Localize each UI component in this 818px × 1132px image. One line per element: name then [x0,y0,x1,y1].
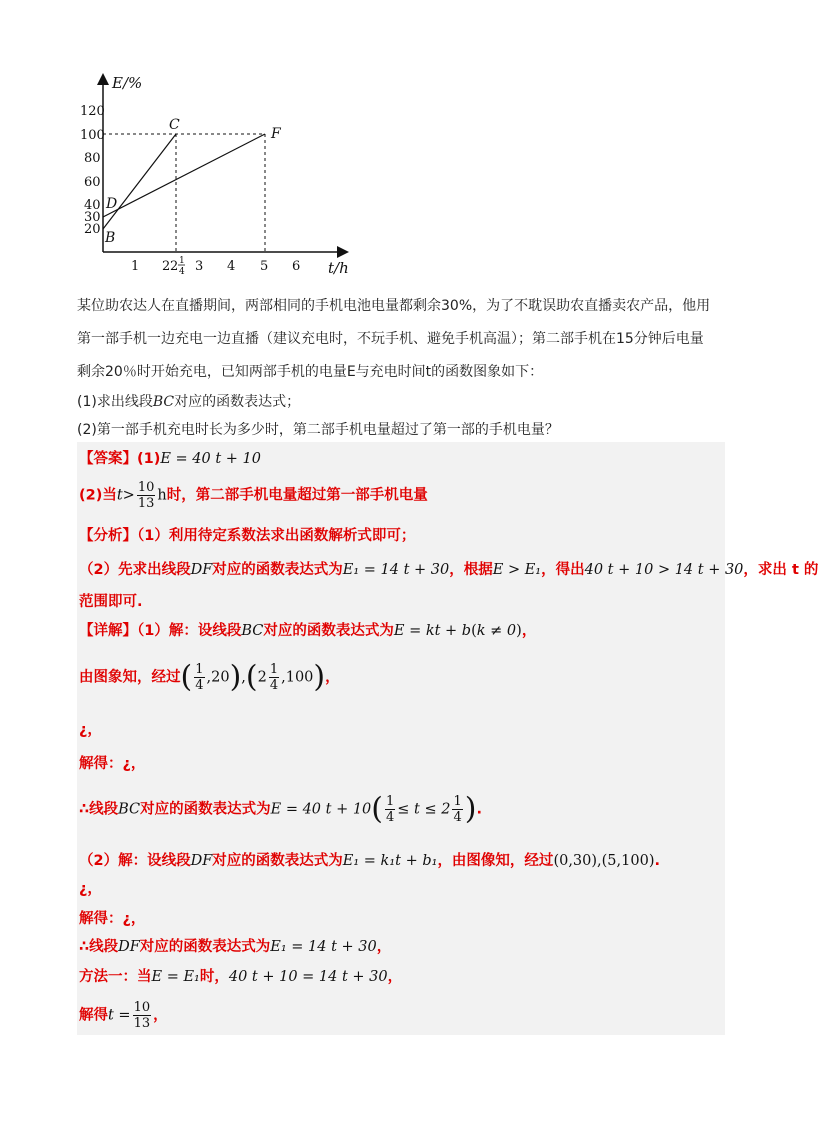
detail-line-4: 解得：¿， [79,756,146,772]
analysis-line-1: 【分析】（1）利用待定系数法求出函数解析式即可； [79,528,416,544]
x-tick: 3 [195,259,204,274]
y-tick: 120 [80,104,105,119]
x-tick: 1 [131,259,140,274]
y-tick: 60 [84,175,101,190]
point-d-label: D [106,196,118,212]
y-tick: 40 [84,198,101,213]
y-tick: 20 [84,222,101,237]
point-c-label: C [169,117,180,133]
detail-line-11: 解得t = $\frac{10}{13}$ ， [79,1000,168,1031]
x-tick: 2 [162,259,171,274]
detail-line-3: ¿， [79,722,102,738]
x-tick: 6 [292,259,301,274]
x-tick-mixed-num: 1 [179,256,185,266]
answer-line-1: 【答案】(1)E = 40 t + 10 [79,451,262,467]
answer-line-2: (2)当t> $\frac{10}{13}$ h时，第二部手机电量超过第一部手机电量 [79,480,428,511]
y-tick: 30 [84,210,101,225]
question-1: (1)求出线段BC对应的函数表达式； [77,394,301,410]
y-tick: 80 [84,151,101,166]
question-para-1: 某位助农达人在直播期间，两部相同的手机电池电量都剩余30%，为了不耽误助农直播卖农产品，他用 [77,298,711,314]
segment-df [103,134,265,217]
point-f-label: F [271,126,281,142]
x-tick-mixed-den: 4 [179,267,185,277]
detail-line-1: 【详解】（1）解：设线段BC对应的函数表达式为E = kt + b(k ≠ 0)， [79,623,537,639]
segment-bc [103,134,176,229]
point-b-label: B [105,230,116,246]
question-para-2: 第一部手机一边充电一边直播（建议充电时，不玩手机、避免手机高温）；第二部手机在15分钟后电量 [77,331,704,347]
detail-line-6: （2）解：设线段DF对应的函数表达式为E₁ = k₁t + b₁，由图像知，经过(0,30),(5,100). [79,853,660,869]
x-tick-mixed: 2 [170,259,179,274]
analysis-line-2: （2）先求出线段DF对应的函数表达式为E₁ = 14 t + 30，根据E > E₁，得出40 t + 10 > 14 t + 30，求出 t 的 [79,562,818,578]
analysis-line-3: 范围即可. [79,594,143,610]
question-para-3: 剩余20％时开始充电，已知两部手机的电量E与充电时间t的函数图象如下： [77,364,544,380]
x-tick: 4 [227,259,236,274]
x-axis-label: t/h [328,259,349,277]
question-2: (2)第一部手机充电时长为多少时，第二部手机电量超过了第一部的手机电量？ [77,422,559,438]
detail-line-2: 由图象知，经过( $\frac{1}{4}$ ,20),(2 $\frac{1}{4}$ ,100)， [79,659,340,695]
detail-line-8: 解得：¿， [79,911,146,927]
function-graph [78,70,368,285]
detail-line-9: ∴线段DF对应的函数表达式为E₁ = 14 t + 30， [79,939,392,955]
detail-line-7: ¿， [79,881,102,897]
y-axis-label: E/% [112,74,143,92]
y-tick: 100 [80,128,105,143]
detail-line-5: ∴线段BC对应的函数表达式为E = 40 t + 10( $\frac{1}{4}$ ≤ t ≤ 2 $\frac{1}{4}$ ). [79,791,482,827]
detail-line-10: 方法一：当E = E₁时，40 t + 10 = 14 t + 30， [79,969,403,985]
x-tick: 5 [260,259,269,274]
